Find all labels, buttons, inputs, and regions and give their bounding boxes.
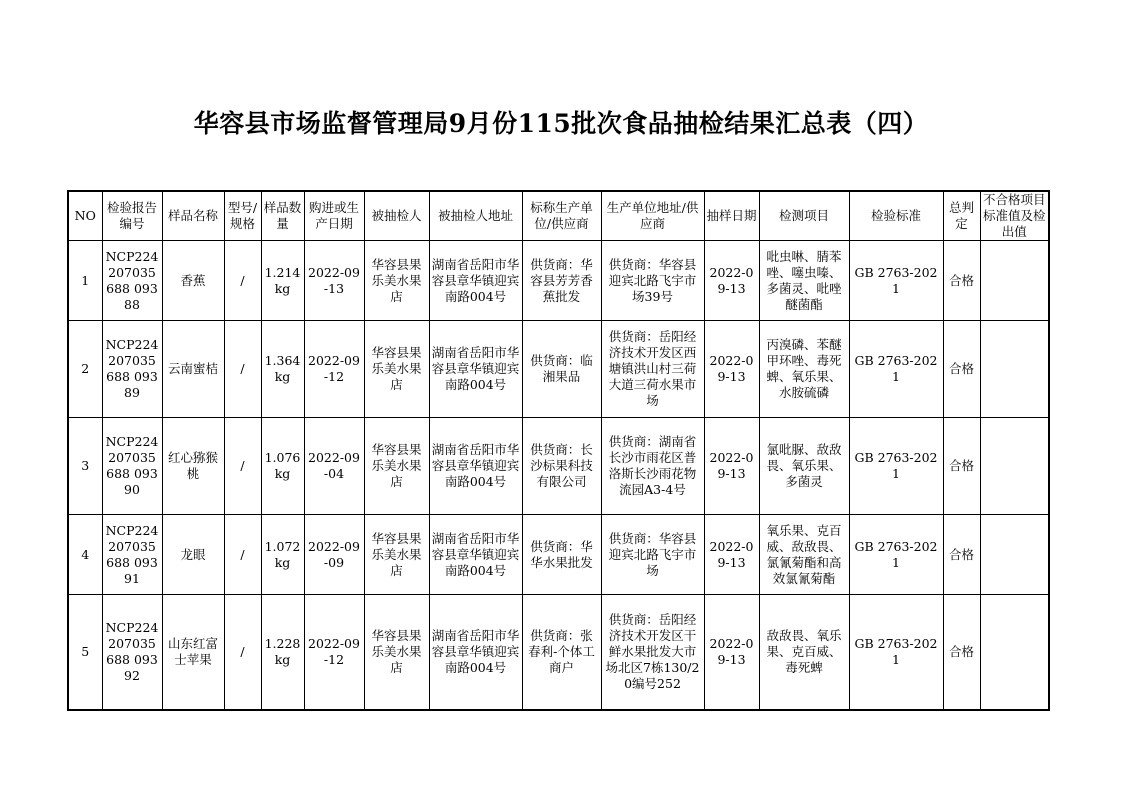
cell-producer-addr: 供货商：华容县迎宾北路飞宇市场 (601, 515, 704, 595)
cell-verdict: 合格 (943, 241, 980, 321)
cell-test-items: 氧乐果、克百威、敌敌畏、氯氰菊酯和高效氯氰菊酯 (759, 515, 849, 595)
header-nonconforming: 不合格项目标准值及检出值 (980, 191, 1049, 241)
cell-sample-date: 2022-09-13 (704, 321, 759, 418)
cell-test-items: 敌敌畏、氧乐果、克百威、毒死蜱 (759, 595, 849, 710)
cell-nonconforming (980, 241, 1049, 321)
cell-spec: / (224, 515, 261, 595)
header-producer-addr: 生产单位地址/供应商 (601, 191, 704, 241)
header-inspected: 被抽检人 (364, 191, 429, 241)
cell-spec: / (224, 241, 261, 321)
cell-sample-name: 红心猕猴桃 (162, 418, 224, 515)
cell-verdict: 合格 (943, 595, 980, 710)
cell-verdict: 合格 (943, 515, 980, 595)
cell-prod-date: 2022-09-12 (304, 595, 364, 710)
page-title: 华容县市场监督管理局9月份115批次食品抽检结果汇总表（四） (193, 109, 929, 138)
header-report-no: 检验报告编号 (102, 191, 162, 241)
cell-standard: GB 2763-2021 (849, 595, 943, 710)
cell-spec: / (224, 595, 261, 710)
cell-labeled-producer: 供货商：长沙标果科技有限公司 (522, 418, 601, 515)
header-labeled-producer: 标称生产单位/供应商 (522, 191, 601, 241)
cell-quantity: 1.076kg (261, 418, 304, 515)
cell-sample-name: 龙眼 (162, 515, 224, 595)
cell-producer-addr: 供货商：华容县迎宾北路飞宇市场39号 (601, 241, 704, 321)
cell-nonconforming (980, 595, 1049, 710)
cell-sample-date: 2022-09-13 (704, 515, 759, 595)
cell-inspected-addr: 湖南省岳阳市华容县章华镇迎宾南路004号 (429, 515, 522, 595)
cell-nonconforming (980, 515, 1049, 595)
cell-no: 4 (68, 515, 102, 595)
header-no: NO (68, 191, 102, 241)
header-row (68, 191, 1049, 241)
cell-sample-date: 2022-09-13 (704, 595, 759, 710)
cell-inspected-addr: 湖南省岳阳市华容县章华镇迎宾南路004号 (429, 595, 522, 710)
cell-inspected: 华容县果乐美水果店 (364, 515, 429, 595)
cell-prod-date: 2022-09-04 (304, 418, 364, 515)
table-body (68, 241, 1049, 710)
cell-quantity: 1.228kg (261, 595, 304, 710)
cell-standard: GB 2763-2021 (849, 241, 943, 321)
header-test-items: 检测项目 (759, 191, 849, 241)
cell-sample-name: 香蕉 (162, 241, 224, 321)
cell-quantity: 1.364kg (261, 321, 304, 418)
cell-sample-date: 2022-09-13 (704, 241, 759, 321)
cell-inspected: 华容县果乐美水果店 (364, 595, 429, 710)
cell-verdict: 合格 (943, 321, 980, 418)
cell-inspected: 华容县果乐美水果店 (364, 321, 429, 418)
cell-prod-date: 2022-09-09 (304, 515, 364, 595)
header-standard: 检验标准 (849, 191, 943, 241)
cell-no: 3 (68, 418, 102, 515)
table-row (68, 515, 1049, 595)
cell-labeled-producer: 供货商：华华水果批发 (522, 515, 601, 595)
table-row (68, 241, 1049, 321)
table-row (68, 595, 1049, 710)
cell-producer-addr: 供货商：湖南省长沙市雨花区普洛斯长沙雨花物流园A3-4号 (601, 418, 704, 515)
cell-nonconforming (980, 418, 1049, 515)
cell-no: 5 (68, 595, 102, 710)
results-table (67, 190, 1050, 711)
cell-report-no: NCP224207035688 09388 (102, 241, 162, 321)
header-sample-date: 抽样日期 (704, 191, 759, 241)
cell-no: 1 (68, 241, 102, 321)
cell-verdict: 合格 (943, 418, 980, 515)
cell-quantity: 1.214kg (261, 241, 304, 321)
cell-prod-date: 2022-09-12 (304, 321, 364, 418)
cell-producer-addr: 供货商：岳阳经济技术开发区干鲜水果批发大市场北区7栋130/20编号252 (601, 595, 704, 710)
cell-labeled-producer: 供货商：华容县芳芳香蕉批发 (522, 241, 601, 321)
cell-labeled-producer: 供货商：临湘果品 (522, 321, 601, 418)
cell-sample-name: 山东红富士苹果 (162, 595, 224, 710)
cell-report-no: NCP224207035688 09389 (102, 321, 162, 418)
header-spec: 型号/规格 (224, 191, 261, 241)
table-row (68, 418, 1049, 515)
cell-nonconforming (980, 321, 1049, 418)
cell-inspected-addr: 湖南省岳阳市华容县章华镇迎宾南路004号 (429, 418, 522, 515)
cell-inspected: 华容县果乐美水果店 (364, 241, 429, 321)
table-row (68, 321, 1049, 418)
cell-test-items: 丙溴磷、苯醚甲环唑、毒死蜱、氧乐果、水胺硫磷 (759, 321, 849, 418)
header-prod-date: 购进或生产日期 (304, 191, 364, 241)
cell-labeled-producer: 供货商：张春利-个体工商户 (522, 595, 601, 710)
cell-standard: GB 2763-2021 (849, 418, 943, 515)
cell-no: 2 (68, 321, 102, 418)
cell-spec: / (224, 321, 261, 418)
header-inspected-addr: 被抽检人地址 (429, 191, 522, 241)
cell-report-no: NCP224207035688 09392 (102, 595, 162, 710)
cell-quantity: 1.072kg (261, 515, 304, 595)
cell-report-no: NCP224207035688 09391 (102, 515, 162, 595)
cell-sample-name: 云南蜜桔 (162, 321, 224, 418)
cell-test-items: 吡虫啉、腈苯唑、噻虫嗪、多菌灵、吡唑醚菌酯 (759, 241, 849, 321)
cell-inspected: 华容县果乐美水果店 (364, 418, 429, 515)
header-quantity: 样品数量 (261, 191, 304, 241)
cell-report-no: NCP224207035688 09390 (102, 418, 162, 515)
header-verdict: 总判定 (943, 191, 980, 241)
cell-inspected-addr: 湖南省岳阳市华容县章华镇迎宾南路004号 (429, 321, 522, 418)
cell-test-items: 氯吡脲、敌敌畏、氧乐果、多菌灵 (759, 418, 849, 515)
cell-prod-date: 2022-09-13 (304, 241, 364, 321)
cell-spec: / (224, 418, 261, 515)
header-sample-name: 样品名称 (162, 191, 224, 241)
cell-producer-addr: 供货商：岳阳经济技术开发区西塘镇洪山村三荷大道三荷水果市场 (601, 321, 704, 418)
cell-standard: GB 2763-2021 (849, 321, 943, 418)
cell-sample-date: 2022-09-13 (704, 418, 759, 515)
table-header (68, 191, 1049, 241)
cell-standard: GB 2763-2021 (849, 515, 943, 595)
cell-inspected-addr: 湖南省岳阳市华容县章华镇迎宾南路004号 (429, 241, 522, 321)
